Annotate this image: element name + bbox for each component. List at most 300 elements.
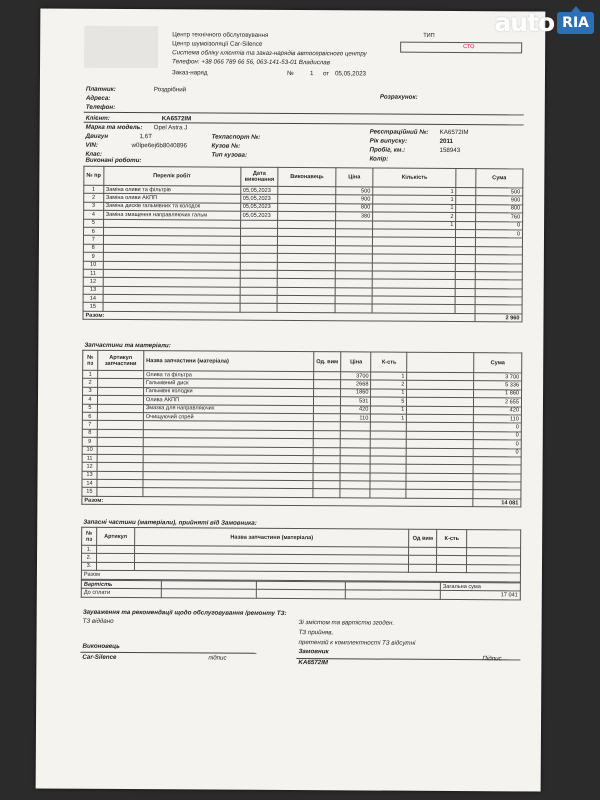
cp-col-article: Артикул bbox=[97, 527, 135, 545]
customer-value: KA6572IM bbox=[298, 659, 328, 667]
works-cell-sum bbox=[475, 280, 522, 289]
works-cell-empty bbox=[456, 188, 476, 197]
works-cell-date bbox=[240, 278, 278, 287]
works-cell-no: 5 bbox=[84, 219, 104, 228]
color-label: Колір: bbox=[369, 155, 389, 163]
works-cell-empty bbox=[278, 212, 335, 221]
phone-label: Телефон: bbox=[85, 103, 116, 111]
works-cell-qty: 2 bbox=[373, 212, 456, 221]
vin-value: w0lpe6ej6b8040896 bbox=[131, 142, 187, 150]
customer-label: Замовник bbox=[298, 648, 329, 656]
year-value: 2011 bbox=[439, 137, 454, 145]
works-cell-no: 12 bbox=[83, 278, 103, 287]
divider bbox=[84, 112, 524, 116]
parts-cell-sum: 5 336 bbox=[474, 381, 522, 390]
parts-cell-empty bbox=[313, 430, 341, 439]
executor-signature: підпис bbox=[208, 654, 227, 662]
watermark-ria: RIA bbox=[557, 12, 594, 34]
parts-cell-price: 3700 bbox=[341, 372, 371, 381]
cp-col-blank bbox=[467, 530, 521, 548]
order-date: 05,05,2023 bbox=[334, 70, 366, 78]
header-line1: Центр технічного обслуговування bbox=[172, 31, 269, 39]
parts-cell-price bbox=[341, 447, 371, 456]
parts-cell-qty bbox=[371, 456, 407, 465]
parts-cell-price: 420 bbox=[341, 405, 371, 414]
works-cell-sum bbox=[475, 246, 522, 255]
parts-table bbox=[81, 350, 522, 508]
parts-cell-qty: 1 bbox=[371, 414, 407, 423]
parts-cell-empty bbox=[97, 437, 143, 446]
parts-cell-sum: 0 bbox=[473, 431, 521, 440]
works-cell-sum bbox=[475, 297, 522, 306]
handed-label: ТЗ віддано bbox=[82, 617, 114, 625]
works-cell-sum: 760 bbox=[475, 213, 522, 222]
cp-cell-empty bbox=[467, 564, 521, 573]
parts-total: 14 081 bbox=[473, 498, 521, 507]
header-top-right: ТИП bbox=[423, 32, 435, 39]
vin-label: VIN: bbox=[85, 141, 98, 149]
agreed-line1: Зі змістом та вартістю згоден. bbox=[298, 619, 395, 627]
works-cell-no: 6 bbox=[84, 227, 104, 236]
client-value: KA6572IM bbox=[161, 115, 192, 123]
parts-cell-no: 1 bbox=[83, 370, 98, 378]
parts-cell-qty: 2 bbox=[371, 380, 407, 389]
works-cell-empty bbox=[278, 287, 335, 296]
works-cell-empty bbox=[277, 304, 334, 313]
order-number: 1 bbox=[309, 70, 314, 78]
works-cell-empty bbox=[278, 254, 335, 263]
works-cell-price bbox=[335, 262, 372, 271]
agreed-line3: претензій к комплектності ТЗ відсутні bbox=[298, 639, 416, 647]
works-cell-sum: 900 bbox=[476, 196, 523, 205]
works-cell-no: 1 bbox=[84, 185, 104, 194]
works-cell-date: 05,05,2023 bbox=[240, 195, 278, 204]
works-table bbox=[82, 166, 523, 323]
parts-cell-price bbox=[341, 439, 371, 448]
payer-label: Платник: bbox=[85, 85, 116, 93]
parts-cell-empty bbox=[98, 379, 144, 388]
works-cell-sum bbox=[475, 255, 522, 264]
works-cell-sum bbox=[475, 272, 522, 281]
order-document bbox=[36, 8, 546, 791]
parts-col-price: Ціна bbox=[341, 352, 371, 372]
parts-col-qty: К-сть bbox=[371, 352, 407, 372]
payer-value: Роздрібний bbox=[153, 86, 187, 94]
works-cell-price: 500 bbox=[336, 187, 373, 196]
year-label: Рік випуску: bbox=[369, 137, 408, 145]
works-cell-empty bbox=[455, 288, 475, 297]
parts-cell-name: Гальмівні колодки bbox=[143, 387, 313, 396]
works-cell-price bbox=[335, 237, 372, 246]
works-cell-qty: 1 bbox=[373, 187, 456, 196]
parts-cell-qty: 1 bbox=[371, 389, 407, 398]
works-cell-no: 3 bbox=[84, 202, 104, 211]
parts-cell-price bbox=[340, 481, 370, 490]
parts-cell-sum bbox=[473, 482, 521, 491]
parts-cell-empty bbox=[313, 447, 341, 456]
executor-label: Виконовець bbox=[82, 642, 120, 650]
parts-cell-qty bbox=[371, 448, 407, 457]
cp-cell-no: 2. bbox=[82, 554, 97, 562]
watermark-auto: auto bbox=[494, 8, 555, 37]
executor-value: Car-Silence bbox=[82, 653, 117, 661]
total-sum-label: Загальна сума bbox=[440, 582, 520, 591]
works-cell-date: 05,05,2023 bbox=[240, 211, 278, 220]
works-cell-no: 14 bbox=[83, 294, 103, 303]
parts-cell-no: 12 bbox=[82, 463, 97, 471]
parts-cell-empty bbox=[97, 454, 143, 463]
works-cell-date bbox=[240, 220, 278, 229]
autoria-watermark bbox=[494, 8, 594, 37]
cp-cell-empty bbox=[96, 554, 134, 563]
works-cell-date bbox=[240, 304, 278, 313]
client-parts-table bbox=[81, 527, 521, 582]
works-cell-price bbox=[335, 254, 372, 263]
parts-cell-no: 7 bbox=[82, 421, 97, 429]
parts-cell-empty bbox=[313, 422, 341, 431]
works-col-blank bbox=[456, 169, 476, 188]
parts-cell-price: 2668 bbox=[341, 380, 371, 389]
cp-cell-empty bbox=[97, 545, 135, 554]
parts-cell-sum bbox=[473, 473, 521, 482]
works-cell-no: 9 bbox=[83, 252, 103, 261]
parts-cell-sum: 0 bbox=[473, 423, 521, 432]
works-cell-empty bbox=[278, 220, 335, 229]
parts-cell-empty bbox=[97, 471, 143, 480]
parts-cell-no: 14 bbox=[82, 479, 97, 487]
customer-signature: Підпис bbox=[482, 655, 502, 663]
parts-col-sum: Сума bbox=[474, 353, 522, 373]
works-total-label: Разом: bbox=[83, 311, 475, 322]
order-no-label: № bbox=[286, 69, 294, 78]
works-cell-price: 800 bbox=[335, 204, 372, 213]
works-col-sum: Сума bbox=[476, 169, 523, 188]
parts-cell-empty bbox=[97, 412, 143, 421]
works-col-date: Дата виконання bbox=[240, 167, 278, 186]
parts-cell-price bbox=[341, 456, 371, 465]
body-type-label: Тип кузова: bbox=[211, 151, 248, 159]
parts-total-label: Разом: bbox=[82, 496, 473, 507]
parts-cell-no: 4 bbox=[82, 395, 97, 403]
parts-cell-empty bbox=[97, 387, 143, 396]
engine-label: Двигун bbox=[85, 132, 109, 140]
works-cell-no: 4 bbox=[84, 210, 104, 219]
parts-cell-empty bbox=[97, 488, 143, 497]
works-cell-no: 10 bbox=[83, 261, 103, 270]
address-label: Адреса: bbox=[85, 94, 111, 102]
works-cell-no: 8 bbox=[83, 244, 103, 253]
parts-cell-qty bbox=[371, 422, 407, 431]
header-line2: Центр шумоізоляції Car-Silence bbox=[172, 40, 263, 48]
cp-col-no: № пз bbox=[82, 527, 97, 545]
parts-cell-empty bbox=[313, 472, 341, 481]
works-cell-date bbox=[240, 245, 278, 254]
works-cell-empty bbox=[278, 295, 335, 304]
parts-col-no: № пз bbox=[83, 350, 98, 370]
parts-cell-price bbox=[340, 472, 370, 481]
parts-cell-empty bbox=[97, 446, 143, 455]
works-total: 2 960 bbox=[475, 313, 522, 322]
works-cell-no: 7 bbox=[83, 236, 103, 245]
cp-total-label: Разом bbox=[81, 570, 520, 581]
mileage-value: 158943 bbox=[439, 146, 461, 155]
works-col-qty: Кількість bbox=[373, 168, 456, 188]
works-cell-empty bbox=[456, 271, 476, 280]
parts-cell-sum bbox=[473, 490, 521, 499]
parts-col-name: Назва запчастини (матеріала) bbox=[144, 351, 314, 372]
class-label: Клас: bbox=[85, 150, 103, 158]
cp-cell-no: 1. bbox=[82, 545, 97, 553]
parts-cell-price: 110 bbox=[341, 414, 371, 423]
works-cell-price bbox=[335, 279, 372, 288]
works-cell-empty bbox=[456, 229, 476, 238]
cp-col-name: Назва запчастини (матеріала) bbox=[135, 528, 409, 548]
parts-cell-qty bbox=[371, 431, 407, 440]
parts-cell-empty bbox=[313, 397, 341, 406]
works-cell-no: 13 bbox=[83, 286, 103, 295]
works-cell-qty: 1 bbox=[373, 195, 456, 204]
order-label: Заказ-наряд bbox=[171, 69, 208, 77]
client-parts-title: Запасні частини (матеріали), прийняті від Замовника: bbox=[83, 518, 257, 527]
works-cell-date bbox=[240, 287, 278, 296]
parts-cell-name: Олива АКПП bbox=[143, 396, 313, 405]
works-cell-price bbox=[335, 271, 372, 280]
parts-cell-empty bbox=[97, 429, 143, 438]
remarks-label: Зауваження та рекомендації щодо обслуговування /ремонту ТЗ: bbox=[82, 608, 287, 617]
works-cell-sum bbox=[475, 305, 522, 314]
works-cell-empty bbox=[456, 213, 476, 222]
parts-cell-name: Олива та фільтра bbox=[144, 371, 314, 380]
works-cell-empty bbox=[278, 237, 335, 246]
parts-cell-qty bbox=[370, 473, 406, 482]
works-cell-price bbox=[335, 246, 372, 255]
parts-cell-no: 13 bbox=[82, 471, 97, 479]
works-cell-empty bbox=[278, 270, 335, 279]
works-col-executor: Виконавець bbox=[278, 167, 335, 186]
make-value: Opel Astra J bbox=[153, 124, 188, 132]
cp-cell-empty bbox=[409, 556, 437, 565]
works-cell-sum: 800 bbox=[476, 204, 523, 213]
works-col-price: Ціна bbox=[336, 168, 373, 187]
parts-cell-no: 10 bbox=[82, 446, 97, 454]
header-line3: Система обліку клієнтів та заказ-нарядів автосервісного центру bbox=[172, 49, 367, 58]
summary-table bbox=[81, 580, 521, 600]
parts-cell-qty bbox=[371, 439, 407, 448]
parts-col-article: Артикул запчастини bbox=[98, 350, 144, 370]
works-cell-empty bbox=[456, 255, 476, 264]
payment-label: Розрахунок: bbox=[379, 93, 418, 101]
cp-col-qty: К-сть bbox=[437, 529, 467, 547]
works-cell-empty bbox=[456, 246, 476, 255]
parts-cell-sum: 420 bbox=[473, 406, 521, 415]
parts-cell-no: 11 bbox=[82, 454, 97, 462]
works-cell-empty bbox=[278, 262, 335, 271]
parts-cell-qty: 1 bbox=[371, 406, 407, 415]
parts-col-blank bbox=[407, 352, 474, 372]
engine-value: 1,6T bbox=[139, 133, 153, 141]
parts-cell-name: Змазка для направляючих bbox=[143, 404, 313, 413]
to-pay-value: 17 041 bbox=[440, 591, 520, 600]
reg-label: Реєстраційний №: bbox=[369, 128, 429, 136]
works-col-no: № пр bbox=[84, 166, 104, 185]
works-title: Виконані роботи: bbox=[85, 156, 142, 165]
parts-cell-qty: 5 bbox=[371, 397, 407, 406]
works-cell-price: 380 bbox=[335, 212, 372, 221]
parts-col-unit: Од. вим bbox=[313, 352, 341, 372]
works-cell-name: Заміна дисків гальмівних та колодок bbox=[103, 202, 240, 211]
parts-cell-no: 5 bbox=[82, 404, 97, 412]
works-cell-empty bbox=[455, 305, 475, 314]
parts-cell-empty bbox=[313, 414, 341, 423]
parts-cell-no: 9 bbox=[82, 437, 97, 445]
cost-label: Вартість bbox=[81, 580, 161, 589]
works-cell-name: Заміна змащення направляючих гальм bbox=[103, 211, 240, 220]
parts-cell-price bbox=[341, 422, 371, 431]
works-cell-date bbox=[240, 295, 278, 304]
header-line4: Телефон: +38 066 789 66 56, 063-141-53-01 Владислав bbox=[172, 58, 330, 67]
cp-cell-empty bbox=[409, 564, 437, 573]
parts-cell-sum: 110 bbox=[473, 415, 521, 424]
works-cell-name: Заміна оливи АКПП bbox=[103, 194, 240, 203]
parts-cell-sum: 3 700 bbox=[474, 373, 522, 382]
works-cell-sum: 500 bbox=[476, 188, 523, 197]
parts-cell-price: 531 bbox=[341, 397, 371, 406]
works-cell-no: 11 bbox=[83, 269, 103, 278]
parts-cell-empty bbox=[313, 388, 341, 397]
works-cell-no: 15 bbox=[83, 303, 103, 312]
mileage-label: Пробіг, км.: bbox=[369, 146, 406, 154]
make-label: Марка та модель: bbox=[85, 123, 143, 132]
parts-cell-no: 8 bbox=[82, 429, 97, 437]
works-cell-date: 05,05,2023 bbox=[240, 203, 278, 212]
passport-label: Техпаспорт №: bbox=[211, 133, 261, 141]
works-cell-date: 05,05,2023 bbox=[240, 186, 278, 195]
parts-cell-qty bbox=[370, 489, 406, 498]
cp-cell-empty bbox=[96, 562, 134, 571]
parts-cell-no: 6 bbox=[82, 412, 97, 420]
works-cell-sum bbox=[475, 238, 522, 247]
parts-cell-price bbox=[340, 489, 370, 498]
cp-col-unit: Од вим bbox=[409, 529, 437, 547]
works-cell-no: 2 bbox=[84, 194, 104, 203]
works-cell-sum: 0 bbox=[475, 230, 522, 239]
parts-cell-qty: 1 bbox=[371, 372, 407, 381]
order-from-label: от bbox=[322, 70, 330, 78]
parts-cell-no: 15 bbox=[82, 488, 97, 496]
works-cell-date bbox=[240, 270, 278, 279]
works-col-name: Перелік робіт bbox=[103, 166, 240, 186]
parts-cell-qty bbox=[370, 464, 406, 473]
client-label: Клієнт: bbox=[85, 114, 110, 122]
works-cell-qty: 1 bbox=[373, 221, 456, 230]
cp-cell-empty bbox=[467, 548, 521, 557]
works-cell-date bbox=[240, 237, 278, 246]
works-cell-sum bbox=[475, 288, 522, 297]
sto-label: СТО bbox=[463, 44, 475, 51]
works-cell-empty bbox=[278, 245, 335, 254]
parts-cell-sum: 0 bbox=[473, 440, 521, 449]
works-cell-price: 900 bbox=[335, 195, 372, 204]
parts-cell-sum bbox=[473, 465, 521, 474]
parts-cell-price bbox=[341, 464, 371, 473]
cp-cell-no: 3. bbox=[81, 562, 96, 570]
parts-cell-no: 3 bbox=[83, 387, 98, 395]
works-cell-empty bbox=[456, 280, 476, 289]
parts-cell-sum: 2 655 bbox=[474, 398, 522, 407]
cp-cell-empty bbox=[437, 547, 467, 556]
parts-cell-empty bbox=[97, 395, 143, 404]
works-cell-empty bbox=[456, 238, 476, 247]
works-cell-empty bbox=[278, 203, 335, 212]
parts-cell-no: 2 bbox=[83, 379, 98, 387]
parts-cell-empty bbox=[97, 404, 143, 413]
works-cell-empty bbox=[456, 204, 476, 213]
parts-cell-qty bbox=[370, 481, 406, 490]
parts-cell-empty bbox=[313, 405, 341, 414]
parts-cell-empty bbox=[313, 439, 341, 448]
header-box bbox=[400, 42, 522, 54]
works-cell-sum bbox=[475, 263, 522, 272]
parts-cell-name: Очищуючий спрей bbox=[143, 413, 313, 422]
works-cell-date bbox=[240, 253, 278, 262]
cp-cell-empty bbox=[437, 556, 467, 565]
parts-cell-empty bbox=[312, 489, 340, 498]
divider bbox=[84, 122, 524, 126]
works-cell-empty bbox=[456, 263, 476, 272]
parts-cell-sum: 0 bbox=[473, 448, 521, 457]
parts-cell-sum: 1 860 bbox=[474, 389, 522, 398]
cp-cell-empty bbox=[467, 556, 521, 565]
works-cell-sum: 0 bbox=[475, 221, 522, 230]
parts-cell-empty bbox=[97, 479, 143, 488]
works-cell-empty bbox=[278, 279, 335, 288]
cp-cell-empty bbox=[437, 564, 467, 573]
parts-cell-empty bbox=[313, 372, 341, 381]
works-cell-date bbox=[240, 262, 278, 271]
cp-cell-empty bbox=[409, 547, 437, 556]
body-no-label: Кузов №: bbox=[211, 142, 241, 150]
parts-cell-empty bbox=[313, 464, 341, 473]
works-cell-empty bbox=[456, 196, 476, 205]
parts-cell-empty bbox=[313, 380, 341, 389]
works-cell-price bbox=[335, 287, 372, 296]
parts-cell-empty bbox=[313, 481, 341, 490]
reg-value: KA6572IM bbox=[439, 128, 469, 137]
parts-cell-empty bbox=[97, 463, 143, 472]
parts-cell-price: 1860 bbox=[341, 389, 371, 398]
parts-cell-empty bbox=[97, 421, 143, 430]
works-cell-empty bbox=[455, 297, 475, 306]
works-cell-price bbox=[335, 220, 372, 229]
parts-cell-empty bbox=[313, 456, 341, 465]
parts-cell-empty bbox=[98, 370, 144, 379]
agreed-line2: ТЗ прийняв, bbox=[298, 629, 334, 637]
works-cell-qty: 1 bbox=[373, 204, 456, 213]
works-cell-empty bbox=[278, 228, 335, 237]
works-cell-price bbox=[335, 304, 372, 313]
parts-cell-price bbox=[341, 431, 371, 440]
parts-cell-name: Гальмівний диск bbox=[143, 379, 313, 388]
works-cell-empty bbox=[456, 221, 476, 230]
company-logo-area bbox=[84, 26, 158, 68]
works-cell-empty bbox=[278, 186, 335, 195]
works-cell-name: Заміна оливи та фільтрів bbox=[103, 185, 240, 194]
to-pay-label: До сплати bbox=[81, 589, 161, 598]
works-cell-date bbox=[240, 228, 278, 237]
works-cell-price bbox=[335, 229, 372, 238]
works-cell-price bbox=[335, 296, 372, 305]
parts-title: Запчастини та матеріали: bbox=[84, 341, 171, 350]
